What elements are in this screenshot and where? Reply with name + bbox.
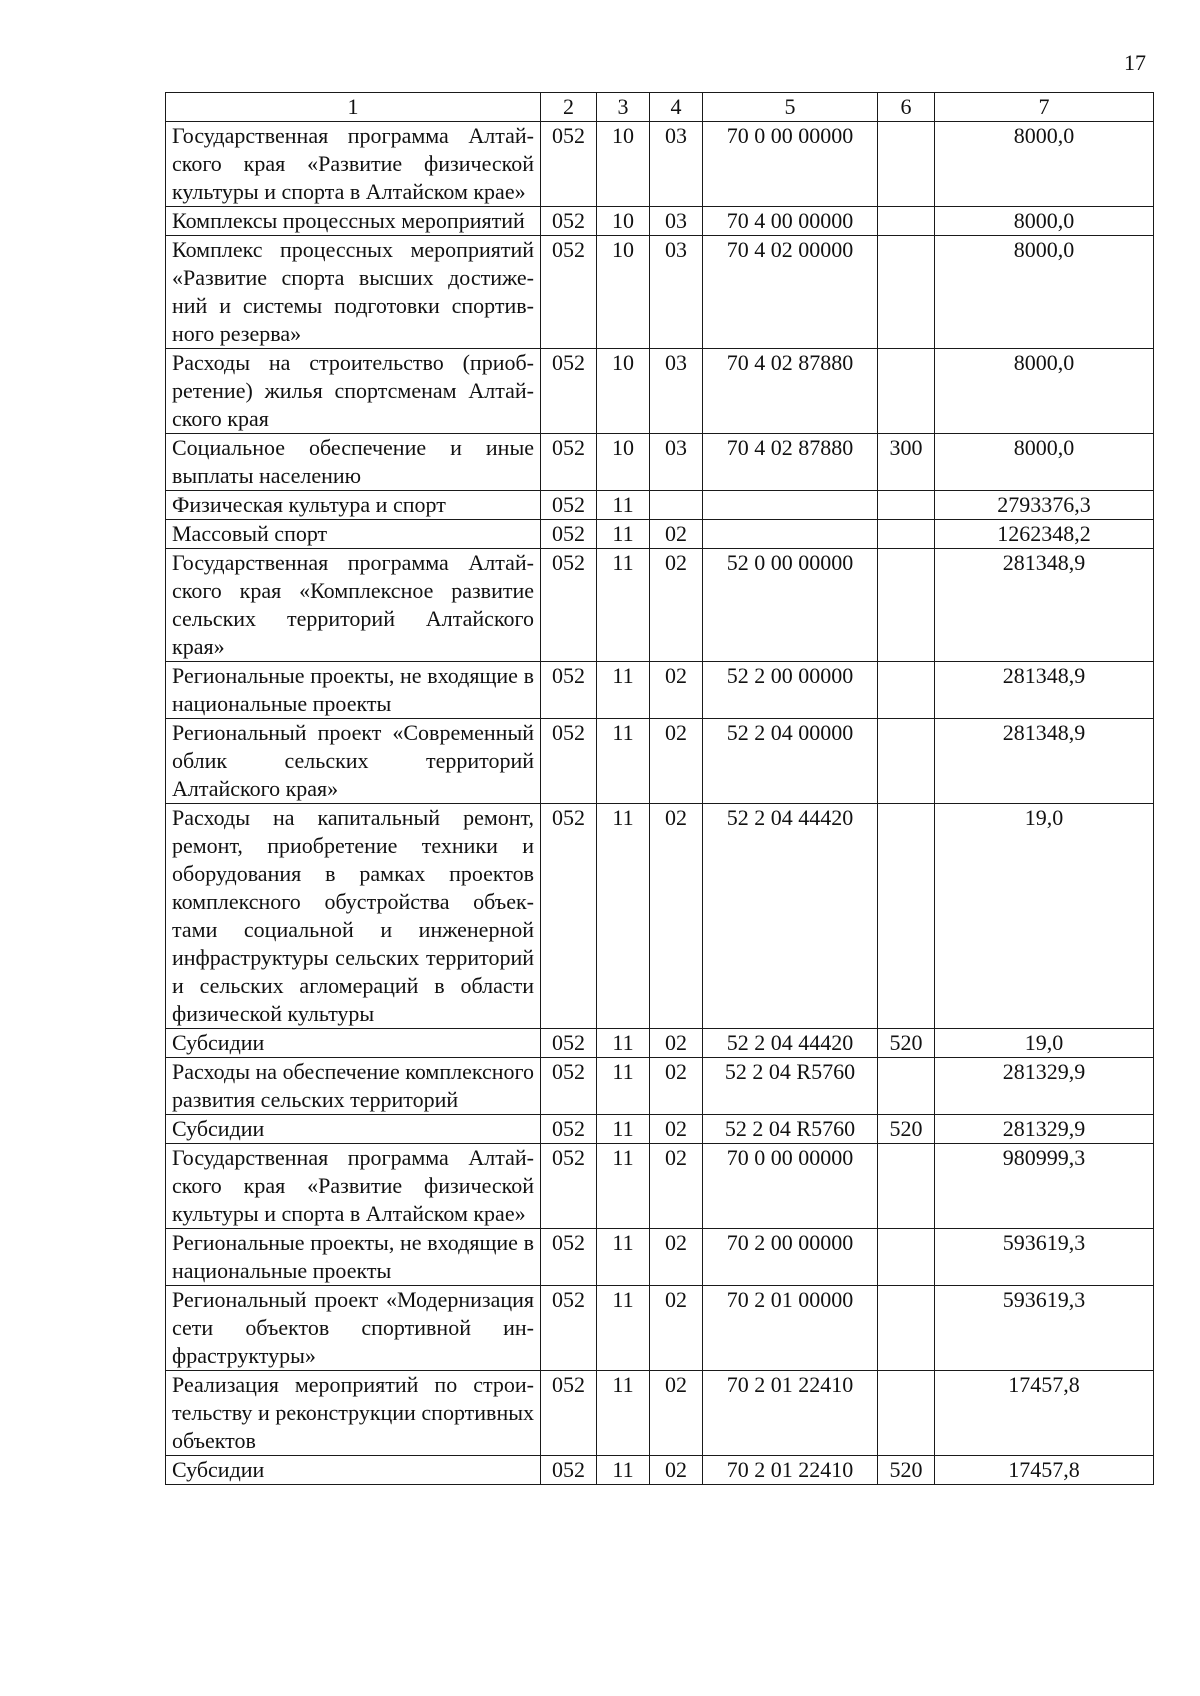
column-header-2: 2 xyxy=(541,93,597,122)
cell-col-6 xyxy=(878,207,935,236)
cell-name: Субсидии xyxy=(166,1456,541,1485)
cell-name: Региональные проекты, не входящие в национальные проекты xyxy=(166,1229,541,1286)
cell-col-4: 03 xyxy=(650,349,703,434)
cell-col-5: 70 2 01 22410 xyxy=(703,1456,878,1485)
column-header-3: 3 xyxy=(597,93,650,122)
cell-name: Региональный проект «Модернизация сети объектов спортивной инфраструктуры» xyxy=(166,1286,541,1371)
table-row xyxy=(166,1229,1154,1286)
cell-name: Расходы на строительство (приобретение) жилья спортсменам Алтайского края xyxy=(166,349,541,434)
table-row xyxy=(166,1286,1154,1371)
table-row xyxy=(166,1115,1154,1144)
cell-col-4: 02 xyxy=(650,1456,703,1485)
cell-col-2: 052 xyxy=(541,1029,597,1058)
cell-col-2: 052 xyxy=(541,804,597,1029)
cell-name: Физическая культура и спорт xyxy=(166,491,541,520)
cell-col-3: 10 xyxy=(597,122,650,207)
table-row xyxy=(166,491,1154,520)
cell-col-6 xyxy=(878,236,935,349)
table-row xyxy=(166,719,1154,804)
cell-col-6 xyxy=(878,804,935,1029)
cell-col-2: 052 xyxy=(541,1058,597,1115)
cell-col-2: 052 xyxy=(541,549,597,662)
table-row xyxy=(166,520,1154,549)
cell-col-3: 11 xyxy=(597,1144,650,1229)
cell-name: Государственная программа Алтайского края «Развитие физической культуры и спорта в Алтайском крае» xyxy=(166,1144,541,1229)
column-header-5: 5 xyxy=(703,93,878,122)
cell-col-4 xyxy=(650,491,703,520)
cell-col-7: 8000,0 xyxy=(935,349,1154,434)
cell-col-7: 19,0 xyxy=(935,1029,1154,1058)
cell-col-2: 052 xyxy=(541,349,597,434)
column-header-1: 1 xyxy=(166,93,541,122)
cell-name: Субсидии xyxy=(166,1115,541,1144)
cell-col-4: 02 xyxy=(650,662,703,719)
cell-col-3: 11 xyxy=(597,491,650,520)
cell-col-2: 052 xyxy=(541,520,597,549)
table-row xyxy=(166,434,1154,491)
cell-col-5: 52 2 04 R5760 xyxy=(703,1115,878,1144)
cell-col-4: 02 xyxy=(650,1229,703,1286)
cell-col-3: 11 xyxy=(597,1371,650,1456)
cell-col-5: 70 4 02 00000 xyxy=(703,236,878,349)
cell-col-7: 593619,3 xyxy=(935,1286,1154,1371)
cell-col-6 xyxy=(878,549,935,662)
cell-col-4: 02 xyxy=(650,719,703,804)
budget-table xyxy=(165,92,1154,1485)
cell-col-7: 281348,9 xyxy=(935,662,1154,719)
cell-col-3: 11 xyxy=(597,1029,650,1058)
cell-col-5 xyxy=(703,491,878,520)
cell-col-2: 052 xyxy=(541,1144,597,1229)
cell-col-6 xyxy=(878,520,935,549)
table-row xyxy=(166,1371,1154,1456)
table-row xyxy=(166,1456,1154,1485)
table-body xyxy=(166,122,1154,1485)
table-row xyxy=(166,207,1154,236)
table-row xyxy=(166,1029,1154,1058)
cell-col-3: 11 xyxy=(597,719,650,804)
table-row xyxy=(166,804,1154,1029)
cell-col-5 xyxy=(703,520,878,549)
column-header-7: 7 xyxy=(935,93,1154,122)
column-header-4: 4 xyxy=(650,93,703,122)
cell-col-7: 8000,0 xyxy=(935,236,1154,349)
cell-col-6 xyxy=(878,1371,935,1456)
cell-col-3: 10 xyxy=(597,236,650,349)
cell-col-5: 70 2 01 00000 xyxy=(703,1286,878,1371)
cell-col-5: 70 0 00 00000 xyxy=(703,122,878,207)
cell-col-5: 70 4 02 87880 xyxy=(703,434,878,491)
cell-col-4: 02 xyxy=(650,1371,703,1456)
cell-col-7: 281329,9 xyxy=(935,1115,1154,1144)
cell-name: Субсидии xyxy=(166,1029,541,1058)
cell-col-2: 052 xyxy=(541,434,597,491)
cell-col-5: 70 0 00 00000 xyxy=(703,1144,878,1229)
cell-col-4: 02 xyxy=(650,1286,703,1371)
cell-col-3: 10 xyxy=(597,207,650,236)
cell-name: Комплексы процессных мероприятий xyxy=(166,207,541,236)
cell-col-7: 8000,0 xyxy=(935,207,1154,236)
cell-col-3: 11 xyxy=(597,662,650,719)
cell-col-6 xyxy=(878,719,935,804)
cell-col-4: 03 xyxy=(650,207,703,236)
cell-col-5: 52 2 04 44420 xyxy=(703,804,878,1029)
cell-col-2: 052 xyxy=(541,207,597,236)
cell-col-6: 520 xyxy=(878,1456,935,1485)
cell-col-6 xyxy=(878,1144,935,1229)
cell-col-5: 52 2 04 00000 xyxy=(703,719,878,804)
cell-col-7: 1262348,2 xyxy=(935,520,1154,549)
cell-col-6 xyxy=(878,349,935,434)
cell-col-2: 052 xyxy=(541,719,597,804)
cell-col-7: 17457,8 xyxy=(935,1456,1154,1485)
table-row xyxy=(166,549,1154,662)
cell-col-4: 03 xyxy=(650,122,703,207)
cell-col-6: 300 xyxy=(878,434,935,491)
table-header-row xyxy=(166,93,1154,122)
cell-col-7: 8000,0 xyxy=(935,434,1154,491)
cell-col-7: 281348,9 xyxy=(935,719,1154,804)
cell-col-3: 11 xyxy=(597,520,650,549)
cell-col-7: 593619,3 xyxy=(935,1229,1154,1286)
cell-col-3: 11 xyxy=(597,1058,650,1115)
cell-col-6 xyxy=(878,662,935,719)
cell-col-5: 52 2 00 00000 xyxy=(703,662,878,719)
column-header-6: 6 xyxy=(878,93,935,122)
cell-col-5: 52 2 04 R5760 xyxy=(703,1058,878,1115)
cell-col-3: 11 xyxy=(597,1115,650,1144)
cell-col-5: 70 4 00 00000 xyxy=(703,207,878,236)
cell-col-5: 70 4 02 87880 xyxy=(703,349,878,434)
cell-col-6: 520 xyxy=(878,1029,935,1058)
cell-col-6 xyxy=(878,122,935,207)
cell-col-2: 052 xyxy=(541,491,597,520)
cell-col-2: 052 xyxy=(541,1456,597,1485)
cell-col-6 xyxy=(878,1286,935,1371)
cell-col-5: 52 0 00 00000 xyxy=(703,549,878,662)
cell-name: Массовый спорт xyxy=(166,520,541,549)
cell-col-4: 02 xyxy=(650,1144,703,1229)
table-row xyxy=(166,1058,1154,1115)
cell-col-7: 17457,8 xyxy=(935,1371,1154,1456)
cell-col-4: 03 xyxy=(650,434,703,491)
cell-col-6: 520 xyxy=(878,1115,935,1144)
cell-name: Реализация мероприятий по строительству и реконструкции спортивных объектов xyxy=(166,1371,541,1456)
cell-name: Расходы на обеспечение комплексного развития сельских территорий xyxy=(166,1058,541,1115)
cell-col-6 xyxy=(878,1229,935,1286)
cell-col-3: 11 xyxy=(597,1229,650,1286)
cell-name: Государственная программа Алтайского края «Развитие физической культуры и спорта в Алтайском крае» xyxy=(166,122,541,207)
cell-col-3: 11 xyxy=(597,549,650,662)
cell-col-2: 052 xyxy=(541,1286,597,1371)
cell-col-4: 02 xyxy=(650,1115,703,1144)
cell-col-7: 281329,9 xyxy=(935,1058,1154,1115)
cell-name: Государственная программа Алтайского края «Комплексное развитие сельских территорий Алтайского края» xyxy=(166,549,541,662)
cell-col-5: 70 2 00 00000 xyxy=(703,1229,878,1286)
cell-col-2: 052 xyxy=(541,236,597,349)
cell-col-4: 02 xyxy=(650,1058,703,1115)
cell-col-4: 02 xyxy=(650,1029,703,1058)
cell-col-3: 11 xyxy=(597,1286,650,1371)
cell-col-2: 052 xyxy=(541,1115,597,1144)
table-row xyxy=(166,122,1154,207)
cell-col-4: 03 xyxy=(650,236,703,349)
cell-col-3: 10 xyxy=(597,349,650,434)
table-row xyxy=(166,662,1154,719)
cell-col-4: 02 xyxy=(650,804,703,1029)
table-row xyxy=(166,236,1154,349)
cell-name: Комплекс процессных мероприятий «Развитие спорта высших достижений и системы подготовки спортивного резерва» xyxy=(166,236,541,349)
cell-col-6 xyxy=(878,1058,935,1115)
cell-col-5: 52 2 04 44420 xyxy=(703,1029,878,1058)
cell-col-3: 10 xyxy=(597,434,650,491)
cell-col-7: 281348,9 xyxy=(935,549,1154,662)
cell-col-4: 02 xyxy=(650,520,703,549)
cell-col-4: 02 xyxy=(650,549,703,662)
cell-col-2: 052 xyxy=(541,1371,597,1456)
cell-col-6 xyxy=(878,491,935,520)
cell-col-7: 8000,0 xyxy=(935,122,1154,207)
cell-col-7: 980999,3 xyxy=(935,1144,1154,1229)
cell-name: Расходы на капитальный ремонт, ремонт, приобретение техники и оборудования в рамках проектов комплексного обустройства объектами социальной и инженерной инфраструктуры сельских территорий и сельских агломераций в области физической культуры xyxy=(166,804,541,1029)
cell-col-5: 70 2 01 22410 xyxy=(703,1371,878,1456)
cell-col-7: 19,0 xyxy=(935,804,1154,1029)
cell-col-2: 052 xyxy=(541,662,597,719)
cell-name: Региональные проекты, не входящие в национальные проекты xyxy=(166,662,541,719)
cell-name: Социальное обеспечение и иные выплаты населению xyxy=(166,434,541,491)
cell-col-2: 052 xyxy=(541,1229,597,1286)
cell-col-3: 11 xyxy=(597,804,650,1029)
cell-col-3: 11 xyxy=(597,1456,650,1485)
page-number: 17 xyxy=(1124,50,1146,75)
table-row xyxy=(166,349,1154,434)
cell-col-7: 2793376,3 xyxy=(935,491,1154,520)
cell-col-2: 052 xyxy=(541,122,597,207)
cell-name: Региональный проект «Современный облик сельских территорий Алтайского края» xyxy=(166,719,541,804)
table-row xyxy=(166,1144,1154,1229)
